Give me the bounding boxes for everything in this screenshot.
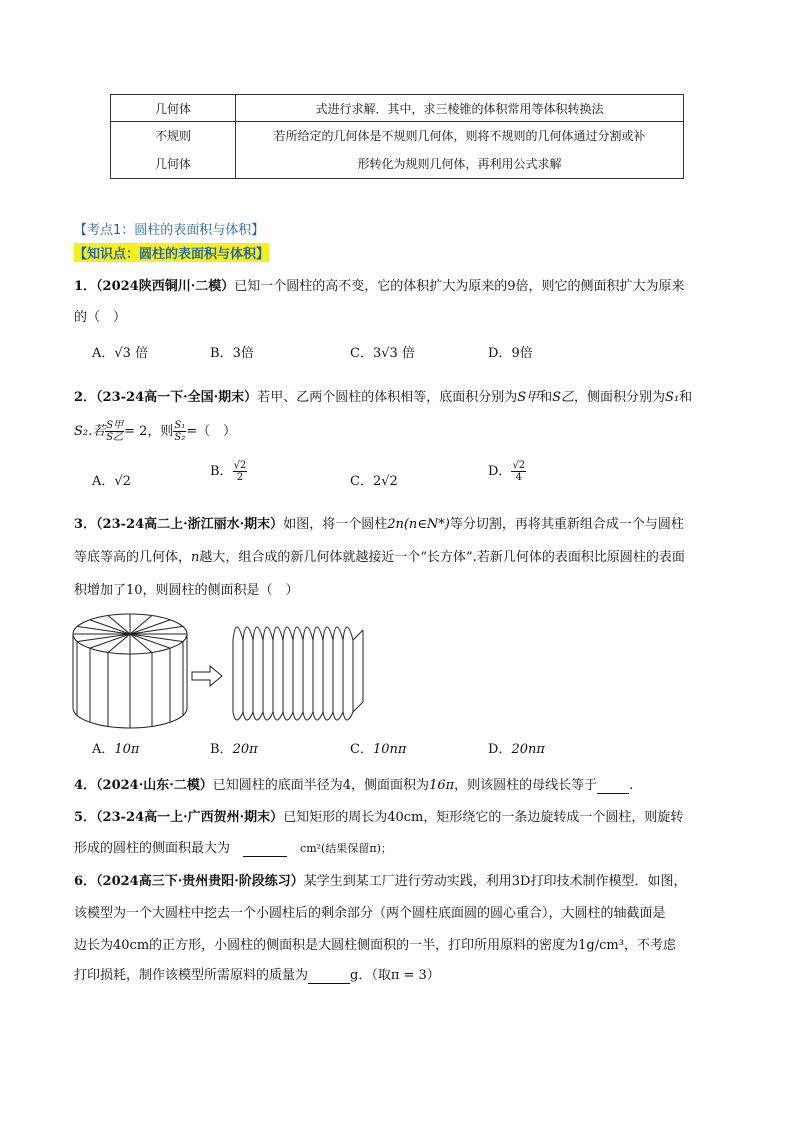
question-number: 5． (74, 810, 97, 825)
question-1 (74, 275, 685, 294)
question-number: 1． (74, 279, 97, 294)
question-5-line2: 形成的圆柱的侧面积最大为 cm²(结果保留π)； (74, 841, 392, 856)
option-a: A．10π (92, 742, 140, 757)
question-text: 已知矩形的周长为 (283, 810, 388, 825)
fraction: $\frac{\text{S₁}}{\text{S₂}}$ (174, 420, 186, 443)
question-6-line3: 边长为40cm的正方形，小圆柱的侧面积是大圆柱侧面积的一半，打印所用原料的密度为1g/cm³，不考虑 (74, 938, 676, 953)
question-text: 若甲、乙两个圆柱的体积相等，底面积分别为 (257, 390, 518, 405)
question-source: （2024陕西铜川·二模） (96, 279, 235, 294)
table-cell: 式进行求解．其中，求三棱锥的体积常用等体积转换法 (236, 95, 684, 122)
table-cell: 几何体 (111, 95, 236, 122)
option-c: C．10nπ (350, 742, 407, 757)
question-number: 2． (74, 390, 97, 405)
answer-blank[interactable] (243, 841, 287, 857)
table-cell-line: 若所给定的几何体是不规则几何体，则将不规则的几何体通过分割或补 (273, 129, 646, 143)
question-1-line2: 的（ ） (74, 310, 127, 325)
math-symbol: S甲 (517, 390, 540, 405)
option-d: D．20nπ (488, 742, 545, 757)
arrow-right-icon (192, 666, 222, 686)
knowledge-heading: 【知识点：圆柱的表面积与体积】 (74, 243, 269, 262)
table-cell (111, 122, 236, 179)
cylinder-figure (70, 610, 380, 735)
option-b: B．20π (210, 742, 258, 757)
math-value: 40cm (387, 810, 424, 825)
question-4: 4．（2024·山东·二模）已知圆柱的底面半径为4，侧面面积为16π，则该圆柱的母线长等于 . (74, 778, 634, 793)
question-text: =（ ） (186, 424, 237, 439)
question-number: 6． (74, 874, 97, 889)
question-6 (74, 870, 686, 889)
question-3-line3: 积增加了10，则圆柱的侧面积是（ ） (74, 583, 299, 598)
question-text: ，侧面积分别为 (574, 390, 666, 405)
table-cell-line: 不规则 (154, 129, 191, 143)
question-5 (74, 806, 683, 825)
option-d: D．9倍 (488, 346, 533, 361)
table-cell-line: 形转化为规则几何体，再利用公式求解 (357, 157, 562, 171)
question-3 (74, 513, 684, 532)
option-b: B． $\frac{√2}{2}$ (210, 460, 247, 483)
math-symbol: S乙 (552, 390, 575, 405)
option-b: B．3倍 (210, 346, 254, 361)
question-2-line2 (74, 420, 236, 443)
question-6-line2: 该模型为一个大圆柱中挖去一个小圆柱后的剩余部分（两个圆柱底面圆的圆心重合），大圆柱的轴截面是 (74, 906, 666, 921)
question-text: ，矩形绕它的一条边旋转成一个圆柱，则旋转 (423, 810, 684, 825)
question-text: = 2，则 (124, 424, 174, 439)
math-value: 16π (429, 778, 455, 793)
option-d: D． $\frac{√2}{4}$ (488, 460, 526, 483)
math-symbol: S₁ (665, 390, 680, 405)
method-table (110, 94, 684, 179)
math-formula: 2n(n∈N*) (387, 517, 450, 532)
question-text: 等分切割，再将其重新组合成一个与圆柱 (449, 517, 684, 532)
question-number: 3． (74, 517, 97, 532)
question-source: （2024·山东·二模） (96, 778, 213, 793)
question-text: 已知一个圆柱的高不变，它的体积扩大为原来的9倍，则它的侧面积扩大为原来 (234, 279, 685, 294)
table-cell (236, 122, 684, 179)
question-3-line2: 等底等高的几何体，n越大，组合成的新几何体就越接近一个“长方体”.若新几何体的表面积比原圆柱的表面 (74, 550, 685, 565)
question-text: ，则该圆柱的母线长等于 (454, 778, 598, 793)
question-text: 已知圆柱的底面半径为4，侧面面积为 (212, 778, 430, 793)
option-a: A．√3 倍 (92, 346, 149, 361)
rearranged-solid (233, 627, 363, 720)
table-cell-line: 几何体 (154, 157, 191, 171)
option-c: C．2√2 (350, 474, 398, 489)
section-heading: 【考点1：圆柱的表面积与体积】 (74, 223, 265, 238)
question-source: （23-24高一下·全国·期末） (96, 390, 258, 405)
option-c: C．3√3 倍 (350, 346, 415, 361)
question-source: （2024高三下·贵州贵阳·阶段练习） (96, 874, 304, 889)
option-a: A．√2 (92, 474, 131, 489)
question-6-line4: 打印损耗，制作该模型所需原料的质量为 g．（取π = 3） (74, 968, 440, 983)
question-text: 和 (679, 390, 693, 405)
answer-blank[interactable] (597, 778, 629, 794)
fraction: $\frac{\text{S甲}}{\text{S乙}}$ (106, 420, 124, 443)
answer-blank[interactable] (308, 968, 350, 984)
question-text: 和 (539, 390, 553, 405)
question-source: （23-24高二上·浙江丽水·期末） (96, 517, 284, 532)
question-text: S₂.若 (74, 424, 106, 439)
question-number: 4． (74, 778, 97, 793)
question-source: （23-24高一上·广西贺州·期末） (96, 810, 284, 825)
question-2 (74, 386, 692, 405)
question-text: 某学生到某工厂进行劳动实践，利用3D打印技术制作模型．如图， (303, 874, 687, 889)
question-text: 如图，将一个圆柱 (283, 517, 388, 532)
